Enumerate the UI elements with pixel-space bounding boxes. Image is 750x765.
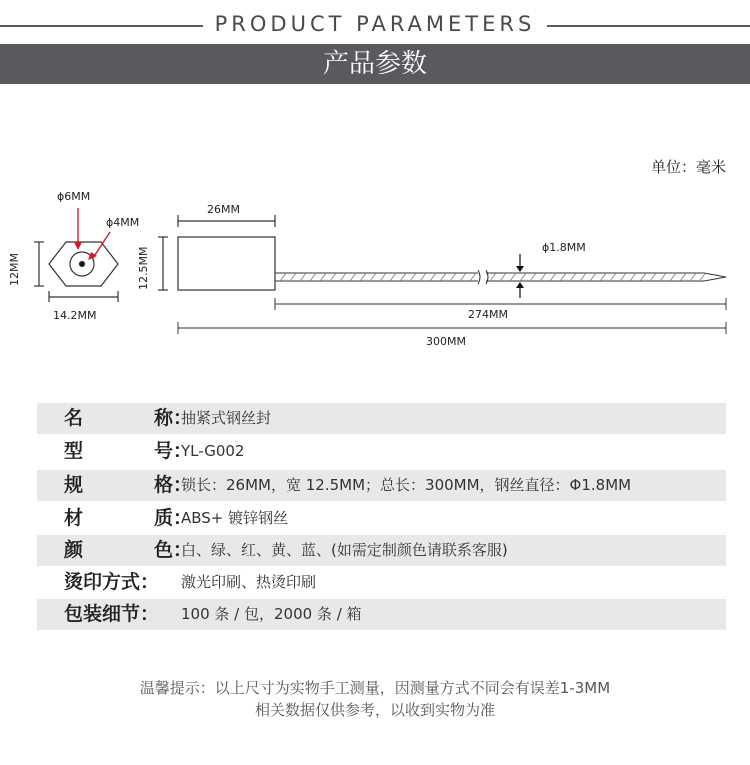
wire-twist bbox=[280, 273, 705, 281]
note-line-2: 相关数据仅供参考，以收到实物为准 bbox=[254, 701, 495, 719]
spec-row-material bbox=[37, 503, 726, 534]
header-title-cn: 产品参数 bbox=[322, 49, 427, 79]
hex-end-view bbox=[34, 242, 118, 302]
spec-value: ABS+ 镀锌钢丝 bbox=[181, 509, 289, 527]
header-title-band bbox=[0, 44, 750, 84]
hex-height-label: 12MM bbox=[8, 253, 21, 286]
spec-row-size bbox=[37, 470, 726, 501]
total-length-dim bbox=[178, 322, 726, 334]
spec-key: 颜 色： bbox=[64, 539, 192, 561]
spec-value: 100 条 / 包，2000 条 / 箱 bbox=[181, 605, 362, 623]
hex-width-label: 14.2MM bbox=[53, 309, 97, 322]
spec-row-model bbox=[37, 436, 726, 467]
spec-key: 型 号： bbox=[64, 440, 192, 462]
spec-value: 白、绿、红、黄、蓝、(如需定制颜色请联系客服) bbox=[181, 541, 508, 559]
wire-dia-label: ϕ1.8MM bbox=[542, 241, 586, 254]
spec-row-printing bbox=[37, 567, 726, 598]
lock-body bbox=[158, 215, 275, 290]
spec-row-name bbox=[37, 403, 726, 434]
unit-label: 单位：毫米 bbox=[650, 158, 726, 176]
header-title-en: PRODUCT PARAMETERS bbox=[0, 12, 750, 36]
spec-value: 抽紧式钢丝封 bbox=[181, 409, 272, 427]
spec-value: 激光印刷、热烫印刷 bbox=[181, 573, 317, 591]
spec-key: 烫印方式： bbox=[64, 571, 160, 593]
product-diagram bbox=[0, 180, 750, 370]
wire-dia-arrows bbox=[516, 254, 524, 298]
spec-key: 材 质： bbox=[64, 507, 192, 529]
spec-key: 名 称： bbox=[64, 407, 192, 429]
spec-key: 规 格： bbox=[64, 474, 192, 496]
wire-length-label: 274MM bbox=[468, 308, 508, 321]
spec-value: 锁长：26MM，宽 12.5MM；总长：300MM，钢丝直径：Φ1.8MM bbox=[181, 476, 632, 494]
note-line-1: 温馨提示：以上尺寸为实物手工测量，因测量方式不同会有误差1-3MM bbox=[139, 679, 611, 697]
spec-key: 包装细节： bbox=[64, 603, 160, 625]
hex-inner-dia-label: ϕ4MM bbox=[106, 216, 140, 229]
spec-value: YL-G002 bbox=[181, 442, 245, 460]
spec-row-color bbox=[37, 535, 726, 566]
lock-length-label: 26MM bbox=[207, 203, 240, 216]
total-length-label: 300MM bbox=[426, 335, 466, 348]
spec-row-packing bbox=[37, 599, 726, 630]
lock-height-label: 12.5MM bbox=[137, 246, 150, 290]
hex-outer-dia-label: ϕ6MM bbox=[57, 190, 91, 203]
